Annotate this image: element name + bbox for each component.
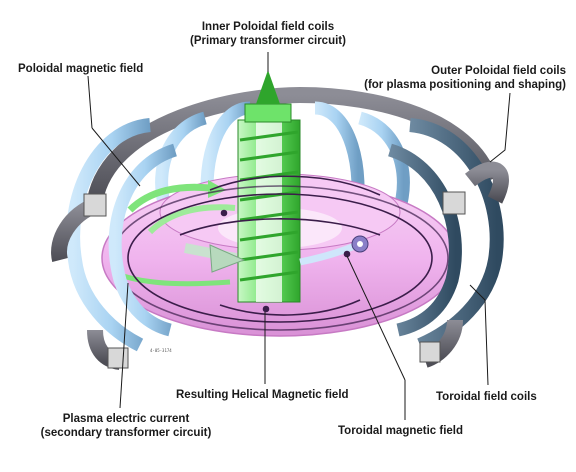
label-helical-field: Resulting Helical Magnetic field	[176, 389, 349, 401]
label-inner-poloidal-coils	[188, 20, 348, 48]
label-toroidal-field-coils: Toroidal field coils	[436, 391, 537, 403]
label-inner-poloidal-line1: Inner Poloidal field coils	[201, 21, 335, 33]
label-plasma-current	[26, 412, 226, 440]
label-poloidal-magnetic-field: Poloidal magnetic field	[18, 63, 144, 75]
label-outer-poloidal-line2: (for plasma positioning and shaping)	[364, 79, 566, 91]
label-plasma-current-line2: (secondary transformer circuit)	[40, 427, 212, 439]
label-toroidal-magnetic-field: Toroidal magnetic field	[338, 425, 464, 437]
label-inner-poloidal-line2: (Primary transformer circuit)	[190, 35, 346, 47]
label-plasma-current-line1: Plasma electric current	[62, 413, 190, 425]
label-outer-poloidal-coils	[320, 64, 566, 92]
leader-outer-poloidal	[490, 93, 510, 162]
label-outer-poloidal-line1: Outer Poloidal field coils	[431, 65, 566, 77]
leader-poloidal-field-a	[88, 76, 92, 128]
image-code: 4-05-3174	[150, 348, 172, 353]
